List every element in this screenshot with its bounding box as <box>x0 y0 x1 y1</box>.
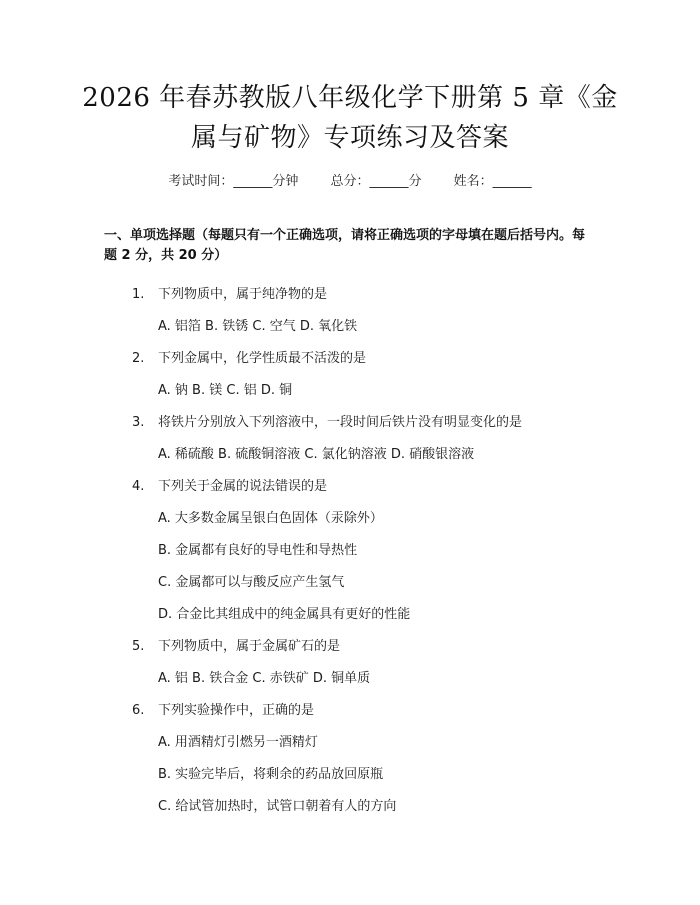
title-line-1: 2026 年春苏教版八年级化学下册第 5 章《金 <box>82 83 618 113</box>
exam-score: 总分：______分 <box>330 174 422 189</box>
question-stem <box>132 411 522 430</box>
question-number: 5. <box>132 639 145 654</box>
question-number: 3. <box>132 415 145 430</box>
question-option: D. 合金比其组成中的纯金属具有更好的性能 <box>158 607 411 622</box>
question-option: A. 稀硫酸 B. 硫酸铜溶液 C. 氯化钠溶液 D. 硝酸银溶液 <box>158 447 475 462</box>
question-option: A. 大多数金属呈银白色固体（汞除外） <box>158 511 383 526</box>
question-option: A. 用酒精灯引燃另一酒精灯 <box>158 735 318 750</box>
title-line-2: 属与矿物》专项练习及答案 <box>190 123 509 153</box>
exam-time: 考试时间：______分钟 <box>168 174 299 189</box>
question-option: A. 钠 B. 镁 C. 铝 D. 铜 <box>158 383 293 398</box>
question-text: 下列关于金属的说法错误的是 <box>158 479 328 494</box>
question-option: B. 金属都有良好的导电性和导热性 <box>158 543 358 558</box>
question-text: 下列物质中，属于金属矿石的是 <box>158 639 341 654</box>
question-text: 下列物质中，属于纯净物的是 <box>158 287 328 302</box>
question-text: 下列实验操作中，正确的是 <box>158 703 315 718</box>
question-stem <box>132 699 314 718</box>
question-option: A. 铝 B. 铁合金 C. 赤铁矿 D. 铜单质 <box>158 671 371 686</box>
exam-info <box>0 170 700 189</box>
question-option: A. 铝箔 B. 铁锈 C. 空气 D. 氧化铁 <box>158 319 358 334</box>
question-stem <box>132 475 327 494</box>
question-number: 2. <box>132 351 145 366</box>
exam-name: 姓名：______ <box>453 174 532 189</box>
document-title <box>70 78 630 158</box>
question-number: 6. <box>132 703 145 718</box>
question-option: C. 给试管加热时，试管口朝着有人的方向 <box>158 799 397 814</box>
question-number: 4. <box>132 479 145 494</box>
question-option: B. 实验完毕后，将剩余的药品放回原瓶 <box>158 767 384 782</box>
question-stem <box>132 283 327 302</box>
question-stem <box>132 347 366 366</box>
question-text: 下列金属中，化学性质最不活泼的是 <box>158 351 367 366</box>
question-number: 1. <box>132 287 145 302</box>
question-stem <box>132 635 340 654</box>
question-text: 将铁片分别放入下列溶液中，一段时间后铁片没有明显变化的是 <box>158 415 523 430</box>
question-option: C. 金属都可以与酸反应产生氢气 <box>158 575 345 590</box>
section-heading: 一、单项选择题（每题只有一个正确选项，请将正确选项的字母填在题后括号内。每题 2 分，共 20 分） <box>104 228 586 263</box>
